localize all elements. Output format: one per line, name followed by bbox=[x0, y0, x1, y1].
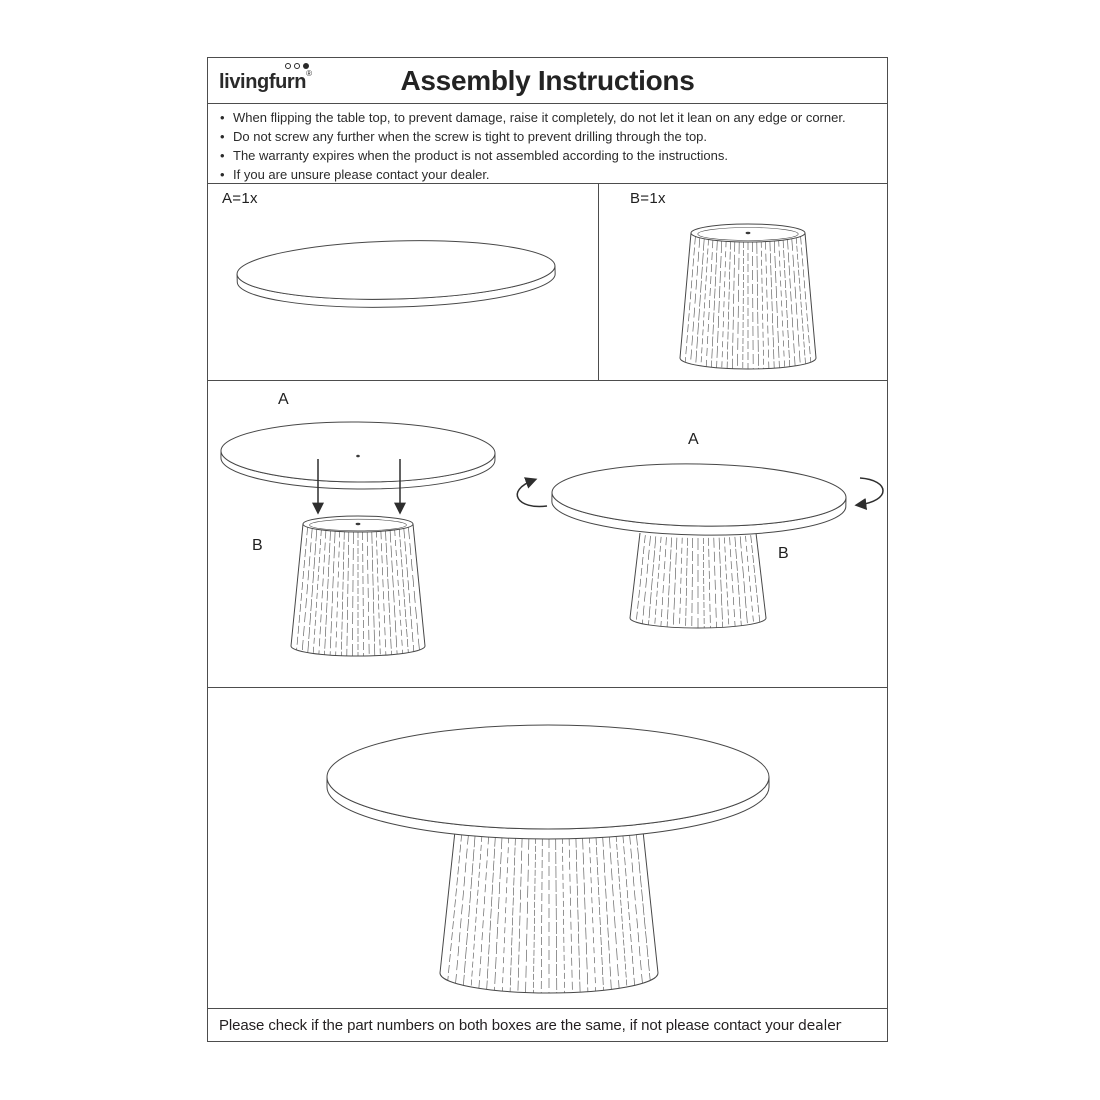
label-part-a: A bbox=[688, 431, 699, 448]
screw-hole-mark bbox=[356, 455, 360, 458]
registered-mark: ® bbox=[306, 69, 313, 78]
panel-divider bbox=[598, 184, 599, 380]
part-b-count-label: B=1x bbox=[630, 190, 666, 207]
warning-item bbox=[220, 109, 887, 128]
rotate-arrow-icon bbox=[858, 478, 883, 505]
warning-text: Do not screw any further when the screw is tight to prevent drilling through the top. bbox=[233, 129, 708, 144]
page-title: Assembly Instructions bbox=[400, 65, 695, 96]
bullet-icon: • bbox=[220, 110, 225, 125]
warning-item bbox=[220, 166, 887, 185]
part-a-tabletop-drawing bbox=[236, 237, 556, 311]
bullet-icon: • bbox=[220, 167, 225, 182]
assembly-steps-panel bbox=[208, 381, 887, 688]
warning-item bbox=[220, 128, 887, 147]
part-a-count-label: A=1x bbox=[222, 190, 258, 207]
part-b-base-drawing bbox=[680, 224, 816, 369]
bullet-icon: • bbox=[220, 129, 225, 144]
warning-text: If you are unsure please contact your dealer. bbox=[233, 167, 490, 182]
assembled-table-panel bbox=[208, 688, 887, 1009]
parts-panel bbox=[208, 184, 887, 381]
logo-text: livingfurn bbox=[219, 71, 307, 93]
bullet-icon: • bbox=[220, 148, 225, 163]
instruction-sheet bbox=[207, 57, 888, 1042]
header bbox=[208, 58, 887, 104]
label-part-b: B bbox=[252, 537, 263, 554]
footer-text: Please check if the part numbers on both boxes are the same, if not please contact your bbox=[219, 1017, 794, 1034]
warning-text: The warranty expires when the product is not assembled according to the instructions. bbox=[233, 148, 728, 163]
final-tabletop-drawing bbox=[327, 725, 769, 839]
assembly-illustration bbox=[208, 381, 889, 688]
label-part-b: B bbox=[778, 545, 789, 562]
parts-illustration bbox=[208, 184, 889, 381]
warning-item bbox=[220, 147, 887, 166]
label-part-a: A bbox=[278, 391, 289, 408]
footer-note bbox=[208, 1009, 887, 1043]
step2-tabletop-drawing bbox=[551, 461, 846, 537]
step1-base-drawing bbox=[291, 516, 425, 656]
warnings-list bbox=[208, 104, 887, 184]
rotate-arrow-icon bbox=[517, 480, 547, 507]
assembled-table-illustration bbox=[208, 688, 889, 1009]
warning-text: When flipping the table top, to prevent damage, raise it completely, do not let it lean on any edge or corner. bbox=[233, 110, 846, 125]
final-base-drawing bbox=[440, 831, 658, 993]
footer-dealer-word: dealer bbox=[797, 1018, 842, 1034]
step2-base-drawing bbox=[630, 533, 766, 628]
